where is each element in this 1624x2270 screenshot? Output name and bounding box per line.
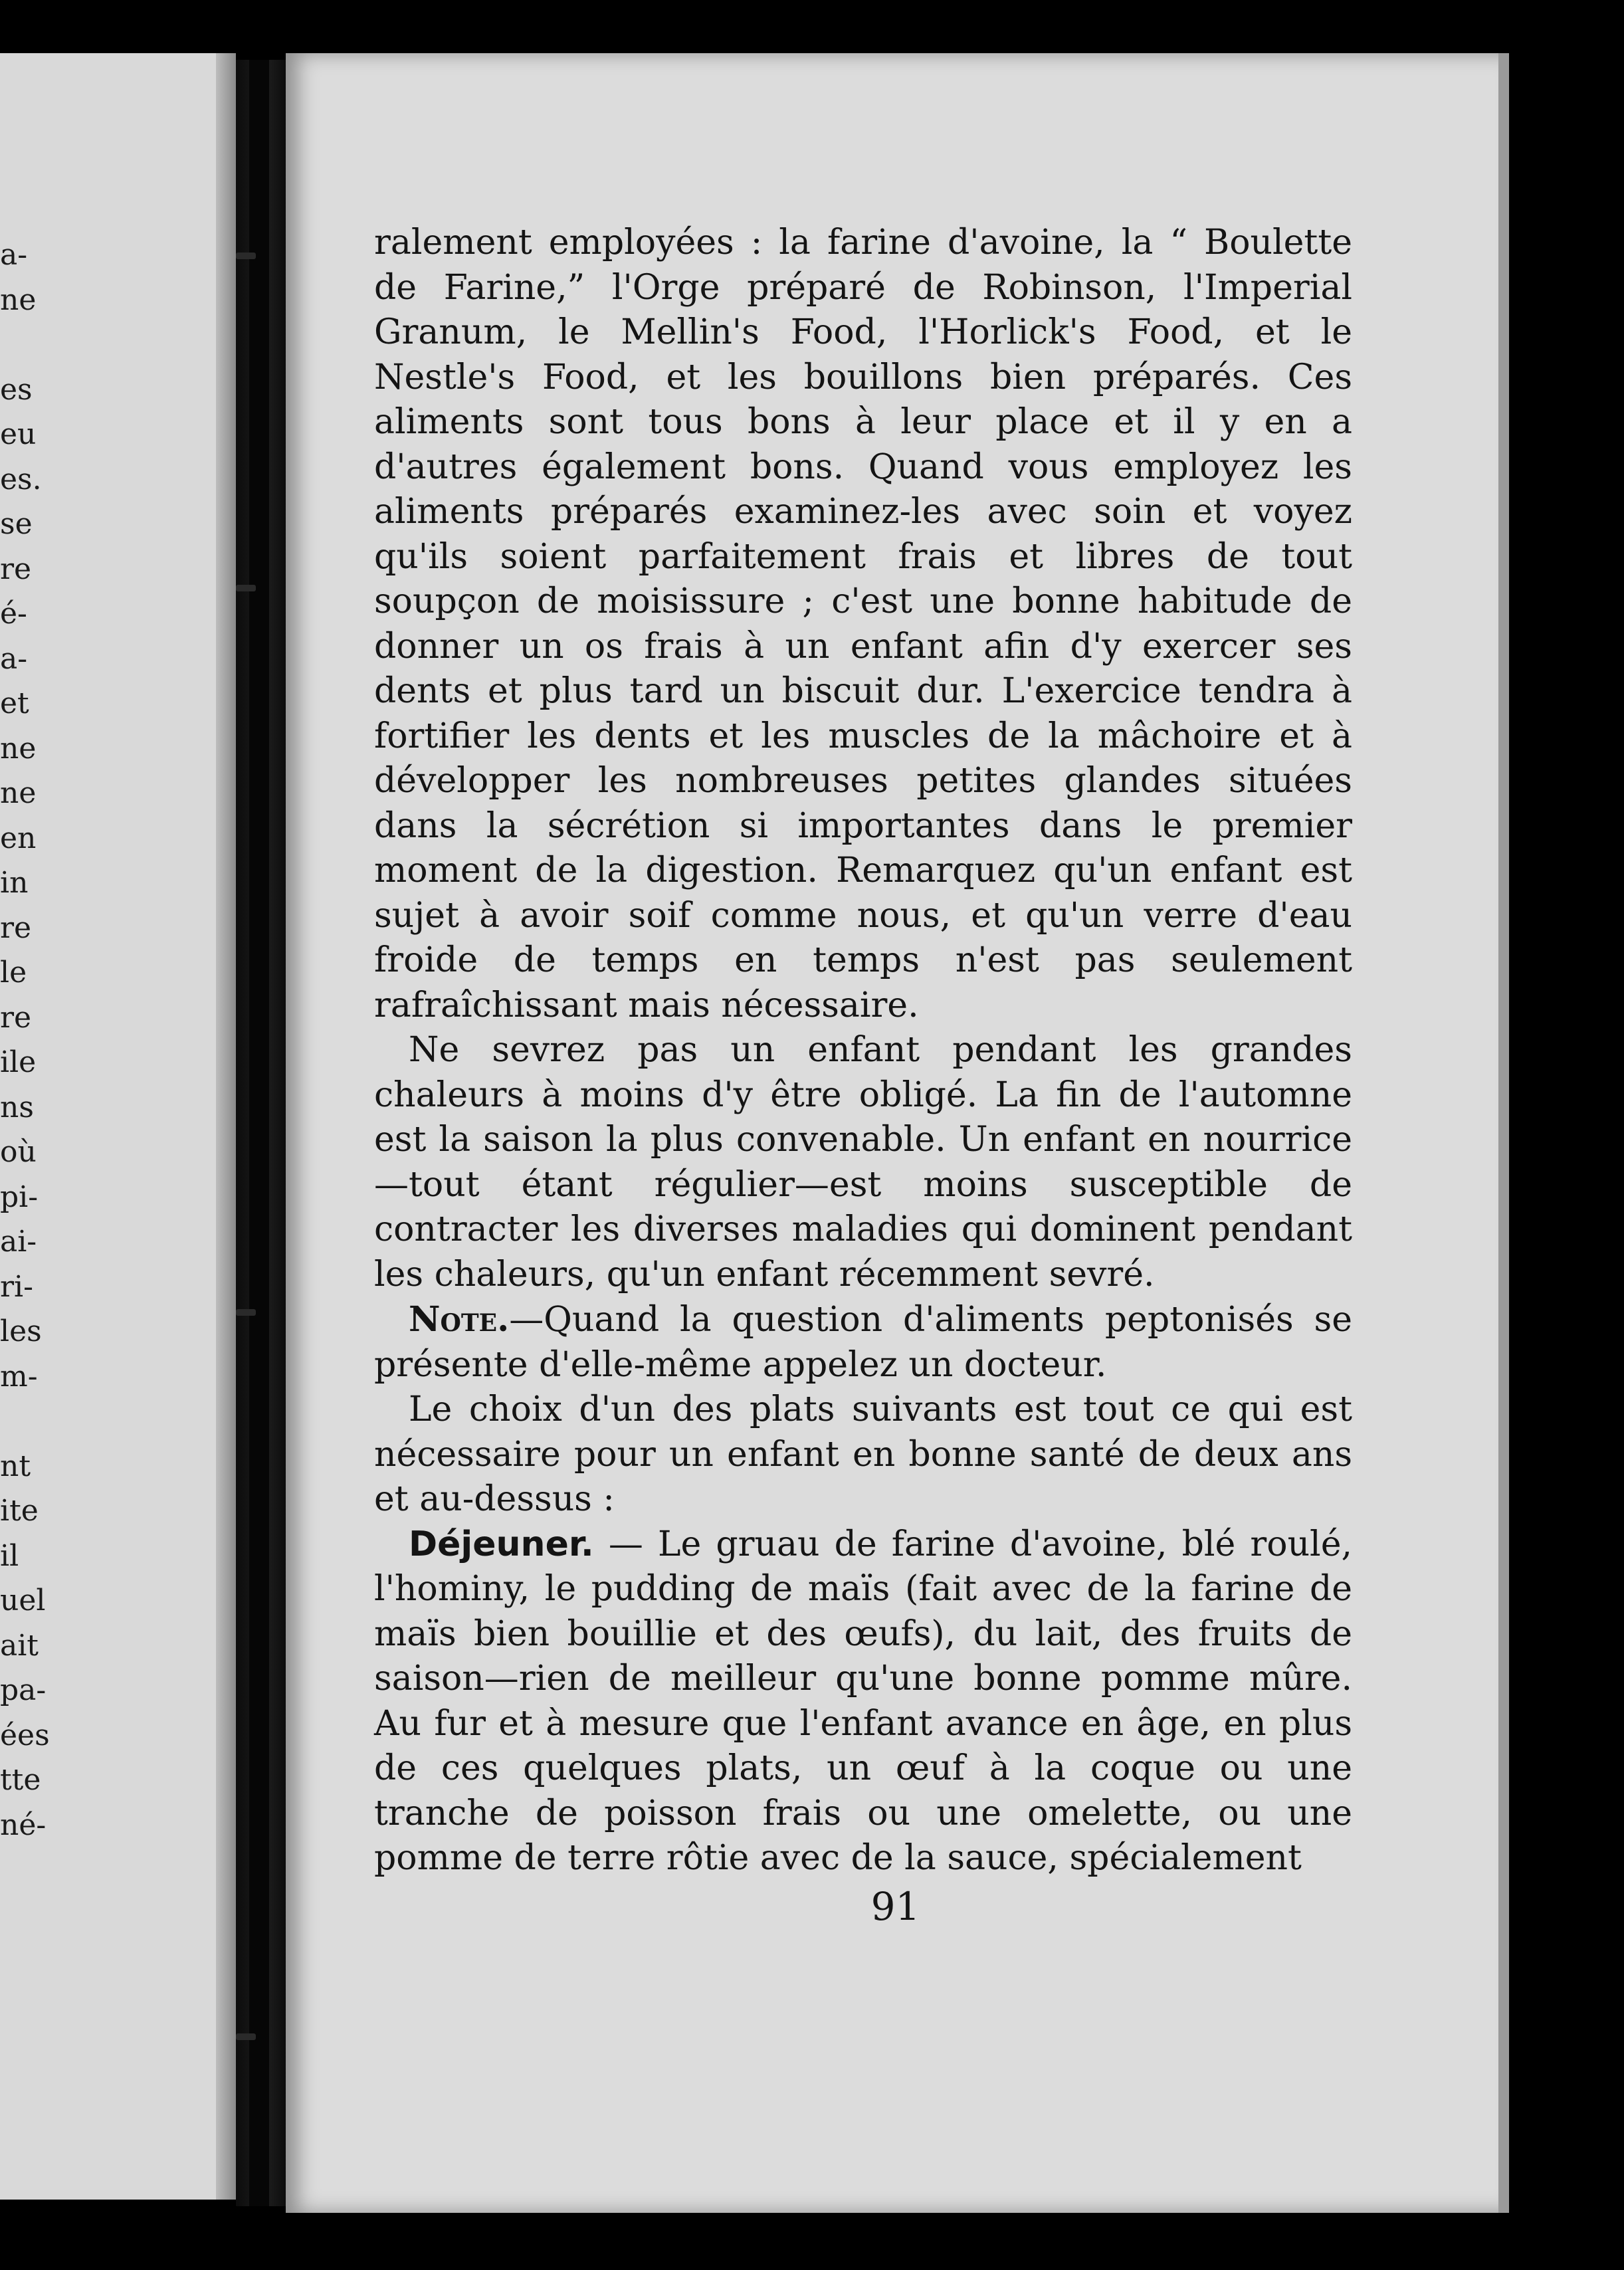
facing-page-fragment: pi- xyxy=(0,1180,39,1214)
facing-page-fragment: é- xyxy=(0,597,27,631)
facing-page-fragment: in xyxy=(0,866,29,900)
facing-page-fragment: ne xyxy=(0,776,37,810)
facing-page-fragment: a- xyxy=(0,641,28,676)
facing-page-text-fragments xyxy=(0,233,53,1847)
facing-page-fragment: ite xyxy=(0,1494,39,1528)
facing-page-fragment: re xyxy=(0,910,32,945)
binding-strip xyxy=(249,60,269,2206)
paragraph: ralement employées : la farine d'avoine, la “ Boulette de Farine,” l'Orge préparé de Robinson, l'Imperial Granum, le Mellin's Food, l'Horlick's Food, et le Nestle's Food, et les bouillons bien préparés. Ces aliments sont tous bons à leur place et il y en a d'autres également bons. Quand vous employez les aliments préparés examinez-les avec soin et voyez qu'ils soient parfaitement frais et libres de tout soupçon de moisissure ; c'est une bonne habitude de donner un os frais à un enfant afin d'y exercer ses dents et plus tard un biscuit dur. L'exercice tendra à fortifier les dents et les muscles de la mâchoire et à développer les nombreuses petites glandes situées dans la sécrétion si importantes dans le premier moment de la digestion. Remarquez qu'un enfant est sujet à avoir soif comme nous, et qu'un verre d'eau froide de temps en temps n'est pas seulement rafraîchissant mais nécessaire. xyxy=(374,223,1352,1025)
dejeuner-label: Déjeuner. xyxy=(409,1524,594,1564)
page-right-edge xyxy=(1498,53,1509,2213)
facing-page-fragment: le xyxy=(0,956,27,989)
binding-stitch xyxy=(236,1309,256,1316)
note-paragraph xyxy=(374,1297,1352,1388)
binding-stitch xyxy=(236,2033,256,2040)
facing-page-fragment: il xyxy=(0,1538,19,1573)
facing-page-fragment xyxy=(0,1399,53,1444)
book-binding-gutter xyxy=(236,60,286,2206)
note-text: —Quand la question d'aliments peptonisés se présente d'elle-même appelez un docteur. xyxy=(374,1300,1352,1385)
binding-stitch xyxy=(236,253,256,259)
facing-page-fragment: né- xyxy=(0,1807,47,1842)
paragraph: Le choix d'un des plats suivants est tout ce qui est nécessaire pour un enfant en bonne santé de deux ans et au-dessus : xyxy=(374,1390,1352,1519)
facing-page-fragment: ns xyxy=(0,1090,34,1124)
facing-page-fragment: ées xyxy=(0,1718,50,1752)
facing-page-fragment: ri- xyxy=(0,1269,33,1304)
facing-page-fragment: tte xyxy=(0,1763,41,1797)
facing-page-left xyxy=(0,53,236,2200)
facing-page-fragment: a- xyxy=(0,238,28,272)
facing-page-fragment: se xyxy=(0,507,33,541)
facing-page-fragment: et xyxy=(0,686,29,720)
dejeuner-paragraph xyxy=(374,1522,1352,1881)
dejeuner-text: — Le gruau de farine d'avoine, blé roulé, l'hominy, le pudding de maïs (fait avec de la farine de maïs bien bouillie et des œufs), du lait, des fruits de saison—rien de meilleur qu'une bonne pomme mûre. Au fur et à mesure que l'enfant avance en âge, en plus de ces quelques plats, un œuf à la coque ou une tranche de poisson frais ou une omelette, ou une pomme de terre rôtie avec de la sauce, spécialement xyxy=(374,1524,1352,1878)
facing-page-edge xyxy=(216,53,236,2200)
facing-page-fragment: es xyxy=(0,372,33,407)
facing-page-fragment: ai- xyxy=(0,1225,37,1259)
facing-page-fragment: ile xyxy=(0,1045,37,1079)
facing-page-fragment: re xyxy=(0,1000,32,1035)
facing-page-fragment: en xyxy=(0,821,37,855)
facing-page-fragment: m- xyxy=(0,1359,38,1393)
page-number: 91 xyxy=(870,1884,920,1929)
facing-page-fragment: es. xyxy=(0,462,42,496)
book-page xyxy=(286,53,1505,2213)
facing-page-fragment: eu xyxy=(0,417,37,451)
facing-page-fragment: les xyxy=(0,1314,42,1348)
note-label: Note. xyxy=(409,1299,510,1340)
paragraph: Ne sevrez pas un enfant pendant les grandes chaleurs à moins d'y être obligé. La fin de l'automne est la saison la plus convenable. Un enfant en nourrice—tout étant régulier—est moins susceptible de contracter les diverses maladies qui dominent pendant les chaleurs, qu'un enfant récemment sevré. xyxy=(374,1030,1352,1294)
facing-page-fragment: nt xyxy=(0,1449,31,1483)
facing-page-fragment: ne xyxy=(0,282,37,317)
facing-page-fragment: pa- xyxy=(0,1673,47,1707)
binding-stitch xyxy=(236,585,256,591)
facing-page-fragment: uel xyxy=(0,1584,46,1617)
facing-page-fragment: où xyxy=(0,1135,37,1169)
page-body-text xyxy=(374,221,1352,1881)
facing-page-fragment xyxy=(0,322,53,367)
facing-page-fragment: re xyxy=(0,552,32,586)
facing-page-fragment: ait xyxy=(0,1628,39,1663)
facing-page-fragment: ne xyxy=(0,731,37,766)
